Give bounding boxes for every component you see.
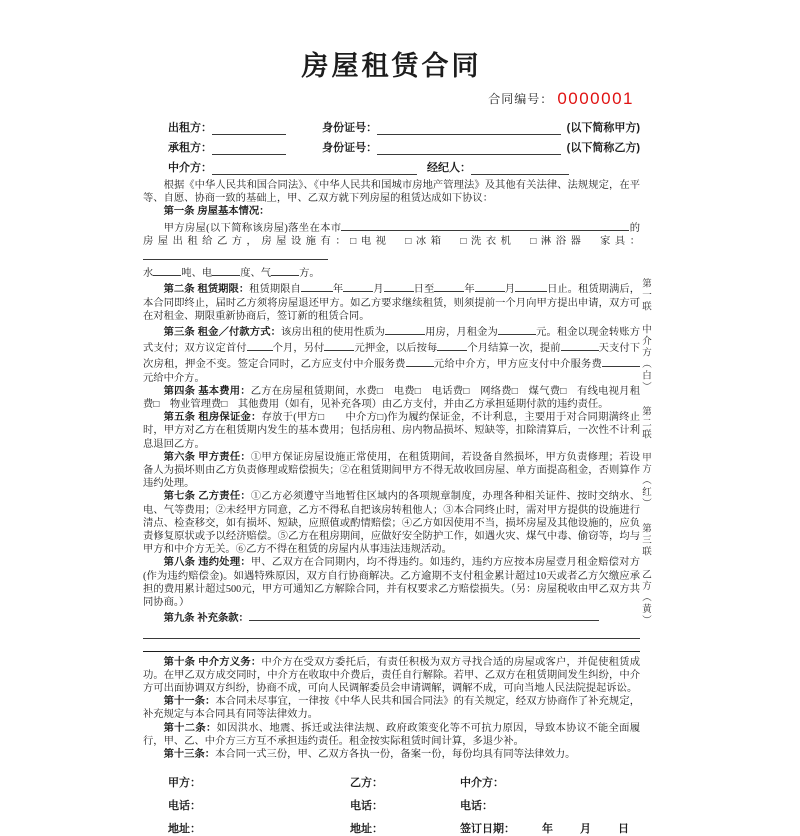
signature-cell: 中介方： [460, 777, 504, 790]
fill-blank [602, 355, 640, 367]
agency-row [168, 155, 640, 175]
clause-paragraph [143, 609, 640, 625]
clause-paragraph [143, 205, 640, 218]
broker-name-blank [471, 161, 569, 175]
contract-number-value: 0000001 [557, 89, 634, 108]
fill-blank [153, 264, 181, 276]
clause-label: 第四条 基本费用： [163, 385, 251, 397]
clause-label: 第一条 房屋基本情况： [163, 206, 270, 218]
lessee-name-blank [212, 141, 286, 155]
lessee-id-blank [377, 141, 561, 155]
fill-blank [434, 280, 464, 292]
signature-cell: 地址： [350, 823, 383, 836]
fill-blank [406, 355, 434, 367]
signature-block [168, 774, 640, 836]
fill-blank [384, 280, 414, 292]
signature-cell: 签订日期： 年 月 日 [460, 820, 640, 833]
lessor-id-blank [377, 121, 561, 135]
fill-blank [343, 280, 373, 292]
contract-number-label: 合同编号： [488, 92, 554, 106]
lessor-label: 出租方： [168, 122, 212, 134]
fill-blank [324, 339, 354, 351]
clause-label: 第十二条： [163, 722, 217, 734]
copy-label-1: 第一联 中介方（白） [640, 278, 650, 393]
date-unit-label: 日 [618, 823, 629, 836]
copy-labels-column [637, 278, 653, 626]
signature-cell: 电话： [168, 800, 201, 813]
clause-paragraph: 第二条 租赁期限：租赁期限自 年 月 日至 年 月 日止。租赁期满后，本合同即终止，届时乙方须将房屋退还甲方。如乙方要求继续租赁，则须提前一个月向甲方提出申请，双方可在对租金、期限重新协商后，签订新的租赁合同。 [143, 280, 640, 323]
fill-blank [385, 323, 425, 335]
clause-label: 第十条 中介方义务： [163, 656, 262, 668]
clause-label: 第三条 租金／付款方式： [163, 327, 281, 339]
broker-label: 经纪人： [427, 162, 471, 174]
fill-blank [212, 264, 240, 276]
fill-blank [271, 264, 299, 276]
clause-paragraph: 第十条 中介方义务：中介方在受双方委托后，有责任积极为双方寻找合适的房屋或客户，并促使租赁成功。在甲乙双方成交同时，中介方在收取中介费后，责任自行解除。若甲、乙双方在租赁期间发生纠纷，中介方可出面协调双方纠纷，协商不成，可向人民调解委员会申请调解，调解不成，可向当地人民法院提起诉讼。 [143, 656, 640, 694]
clause-paragraph: 第十二条：如因洪水、地震、拆迁或法律法规、政府政策变化等不可抗力原因，导致本协议不能全面履行，甲、乙、中介方三方互不承担违约责任。租金按实际租赁时间计算，多退少补。 [143, 722, 640, 747]
clause-label: 第九条 补充条款： [163, 613, 249, 625]
clause-paragraph: 根据《中华人民共和国合同法》、《中华人民共和国城市房地产管理法》及其他有关法律、法规规定，在平等、自愿、协商一致的基础上，甲、乙双方就下列房屋的租赁达成如下协议： [143, 180, 640, 205]
fill-blank [247, 339, 273, 351]
clause-paragraph: 甲方房屋(以下简称该房屋)落坐在本市 的房屋出租给乙方，房屋设施有：□电视 □冰箱 □洗衣机 □淋浴器 家具： 水 吨、电 度、气 方。 [143, 219, 640, 281]
contract-content [143, 44, 641, 836]
signature-cell: 甲方： [168, 777, 201, 790]
fill-blank [143, 248, 328, 260]
clause-label: 第八条 违约处理： [163, 557, 251, 569]
copy-label-2: 第二联 甲方（红） [640, 406, 650, 510]
clauses [143, 179, 640, 761]
lessee-id-label: 身份证号： [322, 142, 378, 154]
clause-paragraph: 第六条 甲方责任：①甲方保证房屋设施正常使用，在租赁期间，若设备自然损坏，甲方负责修理；若设备人为损坏则由乙方负责修理或赔偿损失；②在租赁期间甲方不得无故收回房屋、单方面提高租金，否则算作违约处理。 [143, 451, 640, 490]
fill-blank [437, 339, 467, 351]
clause-label: 第六条 甲方责任： [163, 451, 251, 463]
contract-number-row [143, 87, 640, 109]
lessor-alias-note: (以下简称甲方) [566, 122, 640, 134]
lessee-row [168, 135, 640, 155]
party-info-block [168, 115, 640, 175]
clause-label: 第十三条： [163, 748, 216, 760]
signature-cell: 乙方： [350, 777, 383, 790]
clause-paragraph: 第八条 违约处理：甲、乙双方在合同期内，均不得违约。如违约，违约方应按本房屋壹月租金赔偿对方(作为违约赔偿金)。如遇特殊原因，双方自行协商解决。乙方逾期不支付租金累计超过10天或者乙方欠缴应承担的费用累计超过500元，甲方可通知乙方解除合同，并有权要求乙方赔偿损失。（另：房屋税收由甲乙双方共同协商。） [143, 557, 640, 609]
clause-paragraph: 第三条 租金／付款方式：该房出租的使用性质为 用房，月租金为 元。租金以现金转账方式支付；双方议定首付 个月，另付 元押金，以后按每 个月结算一次，提前 天支付下次房租，押金不变。签定合同时，乙方应支付中介服务费 元给中介方，甲方应支付中介服务费元给中介方。 [143, 323, 640, 385]
date-unit-label: 月 [580, 823, 591, 836]
fill-blank [475, 280, 505, 292]
supplement-line [143, 626, 640, 639]
fill-blank [301, 280, 333, 292]
signature-cell: 电话： [460, 800, 493, 813]
fill-blank [249, 609, 599, 621]
clause-paragraph: 第十三条：本合同一式三份，甲、乙双方各执一份，备案一份，每份均具有同等法律效力。 [163, 748, 576, 760]
lessor-name-blank [212, 121, 286, 135]
clause-paragraph: 第十一条：本合同未尽事宜，一律按《中华人民共和国合同法》的有关规定，经双方协商作了补充规定，补充规定与本合同具有同等法律效力。 [143, 696, 641, 721]
clause-label: 第五条 租房保证金： [163, 412, 262, 424]
copy-label-3: 第三联 乙方（黄） [640, 522, 650, 626]
page-title: 房屋租赁合同 [301, 51, 482, 81]
supplement-line [143, 639, 640, 652]
date-unit-label: 年 [542, 823, 553, 836]
clause-paragraph: 第七条 乙方责任：①乙方必须遵守当地暂住区域内的各项规章制度，办理各种相关证件、按时交纳水、电、气等费用；②未经甲方同意，乙方不得私自把该房转租他人；③本合同终止时，需对甲方提供的设施进行清点、检查移交，如有损坏、短缺，应照值或酌情赔偿；④乙方如因使用不当，损坏房屋及其他设施的，应负责修复原状或予以经济赔偿。⑤乙方在租房期间，应做好安全防护工作，如遇火灾、煤气中毒、偷窃等，均与甲方和中介方无关。⑥乙方不得在租赁的房屋内从事违法违规活动。 [143, 491, 640, 556]
signature-cell: 电话： [350, 800, 383, 813]
fill-blank [515, 280, 547, 292]
lessor-row [168, 115, 640, 135]
lessor-id-label: 身份证号： [322, 122, 378, 134]
fill-blank [561, 339, 599, 351]
agency-name-blank [212, 161, 417, 175]
fill-blank [498, 323, 536, 335]
clause-label: 第七条 乙方责任： [163, 491, 251, 503]
signature-cell: 地址： [168, 823, 201, 836]
clause-label: 第二条 租赁期限： [163, 284, 250, 296]
lessee-alias-note: (以下简称乙方) [566, 142, 640, 154]
clause-paragraph: 第四条 基本费用：乙方在房屋租赁期间，水费□ 电费□ 电话费□ 网络费□ 煤气费□ 有线电视月租费□ 物业管理费□ 其他费用（如有，见补充各项）由乙方支付，并由乙方承担延期付款的违约责任。 [143, 385, 640, 411]
clause-paragraph: 第五条 租房保证金：存放于(甲方□ 中介方□)作为履约保证金，不计利息，主要用于对合同期满终止时，甲方对乙方在租赁期内发生的基本费用；包括房租、房内物品损坏、短缺等，扣除清算后，一次性不计利息退回乙方。 [143, 412, 640, 450]
fill-blank [341, 219, 629, 231]
agency-label: 中介方： [168, 162, 212, 174]
clause-label: 第十一条： [163, 696, 216, 708]
lessee-label: 承租方： [168, 142, 212, 154]
